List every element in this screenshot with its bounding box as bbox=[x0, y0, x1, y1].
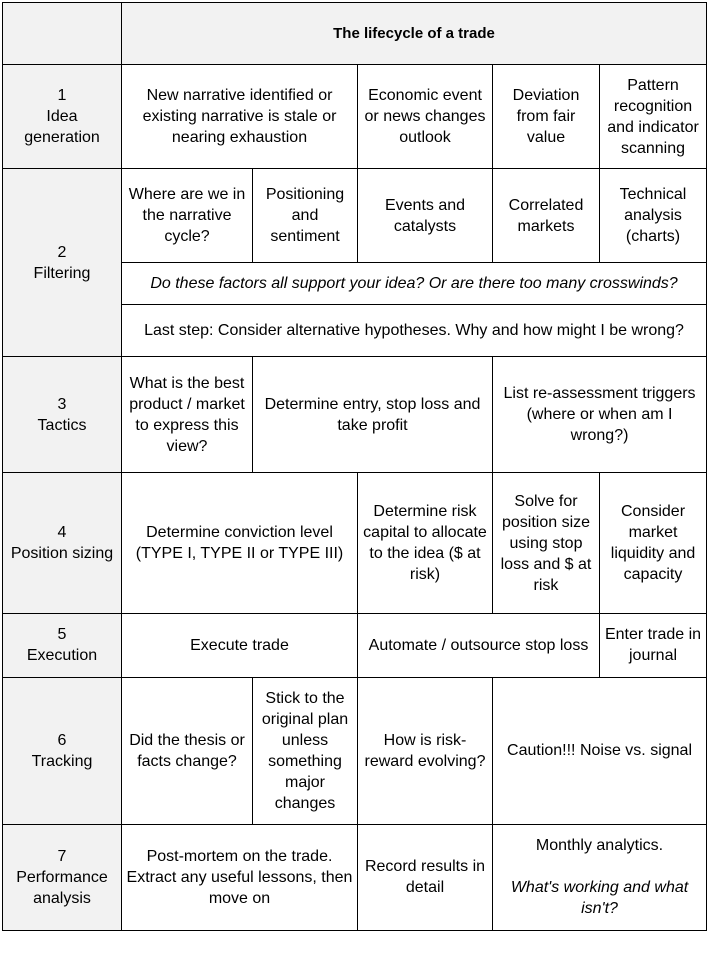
stage-label-filtering bbox=[3, 169, 122, 357]
stage-number: 5 bbox=[57, 626, 67, 644]
stage-row-tactics bbox=[3, 357, 707, 473]
cell-deviation: Deviation from fair value bbox=[493, 65, 600, 169]
cell-risk-capital: Determine risk capital to allocate to the idea ($ at risk) bbox=[358, 473, 493, 613]
cell-stick-to-plan: Stick to the original plan unless something major changes bbox=[253, 677, 358, 824]
cell-market-liquidity: Consider market liquidity and capacity bbox=[600, 473, 707, 613]
cell-monthly-analytics bbox=[493, 824, 707, 930]
stage-label-idea-generation bbox=[3, 65, 122, 169]
stage-row-performance-analysis bbox=[3, 824, 707, 930]
corner-cell bbox=[3, 3, 122, 65]
stage-number: 3 bbox=[57, 395, 67, 413]
cell-record-results: Record results in detail bbox=[358, 824, 493, 930]
stage-name: Performance analysis bbox=[16, 868, 108, 907]
cell-technical-analysis: Technical analysis (charts) bbox=[600, 169, 707, 263]
stage-number: 4 bbox=[57, 524, 67, 542]
monthly-analytics-text: Monthly analytics. bbox=[535, 837, 664, 855]
stage-row-position-sizing bbox=[3, 473, 707, 613]
stage-label-position-sizing bbox=[3, 473, 122, 613]
spacer bbox=[497, 856, 702, 877]
cell-last-step: Last step: Consider alternative hypotheses. Why and how might I be wrong? bbox=[122, 305, 707, 357]
stage-label-tracking bbox=[3, 677, 122, 824]
cell-execute-trade: Execute trade bbox=[122, 613, 358, 677]
cell-thesis-change: Did the thesis or facts change? bbox=[122, 677, 253, 824]
stage-name: Tactics bbox=[37, 416, 87, 434]
cell-correlated-markets: Correlated markets bbox=[493, 169, 600, 263]
cell-economic-event: Economic event or news changes outlook bbox=[358, 65, 493, 169]
cell-support-question: Do these factors all support your idea? Or are there too many crosswinds? bbox=[122, 263, 707, 305]
cell-pattern-recognition: Pattern recognition and indicator scanning bbox=[600, 65, 707, 169]
stage-row-filtering bbox=[3, 169, 707, 263]
cell-events-catalysts: Events and catalysts bbox=[358, 169, 493, 263]
cell-noise-vs-signal: Caution!!! Noise vs. signal bbox=[493, 677, 707, 824]
stage-row-idea-generation bbox=[3, 65, 707, 169]
stage-name: Execution bbox=[26, 647, 98, 665]
working-question-text: What's working and what isn't? bbox=[510, 879, 689, 918]
cell-reassessment-triggers: List re-assessment triggers (where or when am I wrong?) bbox=[493, 357, 707, 473]
stage-name: Position sizing bbox=[10, 545, 114, 563]
stage-number: 1 bbox=[57, 87, 67, 105]
cell-solve-position-size: Solve for position size using stop loss and $ at risk bbox=[493, 473, 600, 613]
stage-label-tactics bbox=[3, 357, 122, 473]
stage-label-execution bbox=[3, 613, 122, 677]
table-title: The lifecycle of a trade bbox=[122, 3, 707, 65]
cell-post-mortem: Post-mortem on the trade. Extract any useful lessons, then move on bbox=[122, 824, 358, 930]
cell-positioning: Positioning and sentiment bbox=[253, 169, 358, 263]
trade-lifecycle-table bbox=[2, 2, 707, 931]
cell-entry-stop-profit: Determine entry, stop loss and take profit bbox=[253, 357, 493, 473]
cell-conviction-level: Determine conviction level (TYPE I, TYPE II or TYPE III) bbox=[122, 473, 358, 613]
cell-risk-reward: How is risk-reward evolving? bbox=[358, 677, 493, 824]
stage-label-performance-analysis bbox=[3, 824, 122, 930]
stage-number: 6 bbox=[57, 731, 67, 749]
stage-name: Tracking bbox=[31, 752, 93, 770]
cell-trade-journal: Enter trade in journal bbox=[600, 613, 707, 677]
stage-name: Filtering bbox=[33, 264, 91, 282]
header-row bbox=[3, 3, 707, 65]
stage-name: Idea generation bbox=[24, 108, 100, 147]
cell-narrative-cycle: Where are we in the narrative cycle? bbox=[122, 169, 253, 263]
stage-row-execution bbox=[3, 613, 707, 677]
cell-automate-stop-loss: Automate / outsource stop loss bbox=[358, 613, 600, 677]
stage-number: 7 bbox=[57, 847, 67, 865]
stage-number: 2 bbox=[57, 243, 67, 261]
stage-row-tracking bbox=[3, 677, 707, 824]
cell-narrative: New narrative identified or existing narrative is stale or nearing exhaustion bbox=[122, 65, 358, 169]
cell-best-product: What is the best product / market to express this view? bbox=[122, 357, 253, 473]
